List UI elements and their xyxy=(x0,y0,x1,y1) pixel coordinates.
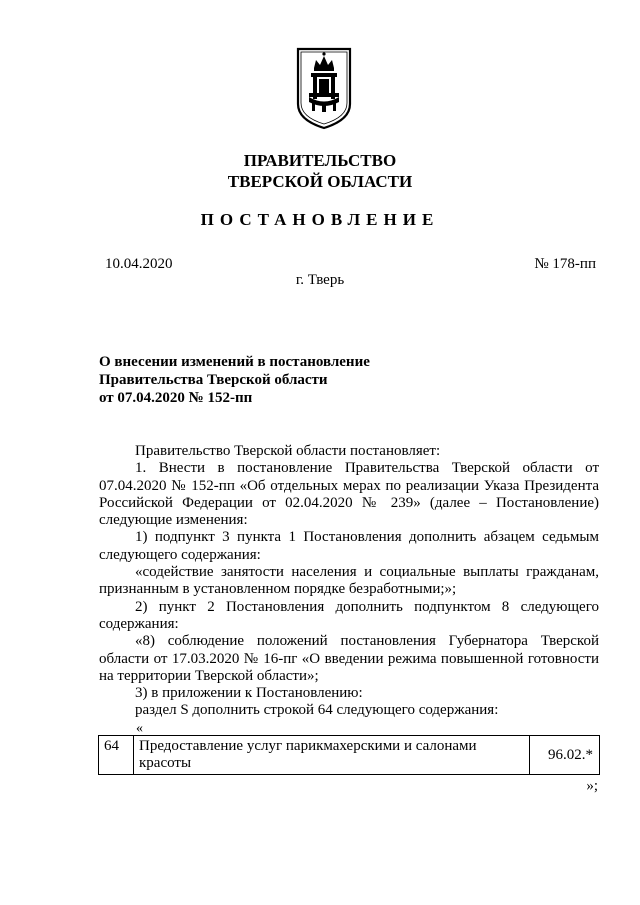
document-body xyxy=(99,443,599,720)
document-subject xyxy=(99,353,419,407)
document-date: 10.04.2020 xyxy=(105,256,173,272)
subject-line-3: от 07.04.2020 № 152-пп xyxy=(99,390,253,406)
body-paragraph: 2) пункт 2 Постановления дополнить подпунктом 8 следующего содержания: xyxy=(99,598,599,632)
closing-quote-mark: »; xyxy=(586,778,598,794)
body-paragraph: раздел S дополнить строкой 64 следующего содержания: xyxy=(135,702,499,719)
document-number: № 178-пп xyxy=(534,256,596,272)
row-description-cell: Предоставление услуг парикмахерскими и салонами красоты xyxy=(134,736,530,775)
opening-quote-mark: « xyxy=(136,721,143,736)
body-paragraph: 1. Внести в постановление Правительства Тверской области от 07.04.2020 № 152-пп «Об отдельных мерах по реализации Указа Президента Российской Федерации от 02.04.2020 № 239» (далее – Постановление) следующие изменения: xyxy=(99,460,599,529)
body-paragraph: 1) подпункт 3 пункта 1 Постановления дополнить абзацем седьмым следующего содержания: xyxy=(99,529,599,563)
tver-coat-of-arms-emblem xyxy=(295,46,353,130)
subject-line-2: Правительства Тверской области xyxy=(99,372,328,388)
document-type: ПОСТАНОВЛЕНИЕ xyxy=(200,210,440,229)
body-paragraph: «8) соблюдение положений постановления Губернатора Тверской области от 17.03.2020 № 16-пг «О введении режима повышенной готовности на территории Тверской области»; xyxy=(99,633,599,684)
body-paragraph: Правительство Тверской области постановляет: xyxy=(135,443,441,459)
org-line-2: ТВЕРСКОЙ ОБЛАСТИ xyxy=(227,172,413,191)
document-city: г. Тверь xyxy=(295,272,345,288)
row-code-cell: 96.02.* xyxy=(530,736,600,775)
body-paragraph: 3) в приложении к Постановлению: xyxy=(135,685,363,702)
subject-line-1: О внесении изменений в постановление xyxy=(99,354,370,370)
body-paragraph: «содействие занятости населения и социальные выплаты гражданам, признанным в установленном порядке безработными;»; xyxy=(99,564,599,598)
table-row xyxy=(99,736,600,775)
organization-name xyxy=(0,150,640,192)
row-number-cell: 64 xyxy=(99,736,134,775)
inserted-row-table xyxy=(98,735,600,775)
org-line-1: ПРАВИТЕЛЬСТВО xyxy=(243,151,397,170)
